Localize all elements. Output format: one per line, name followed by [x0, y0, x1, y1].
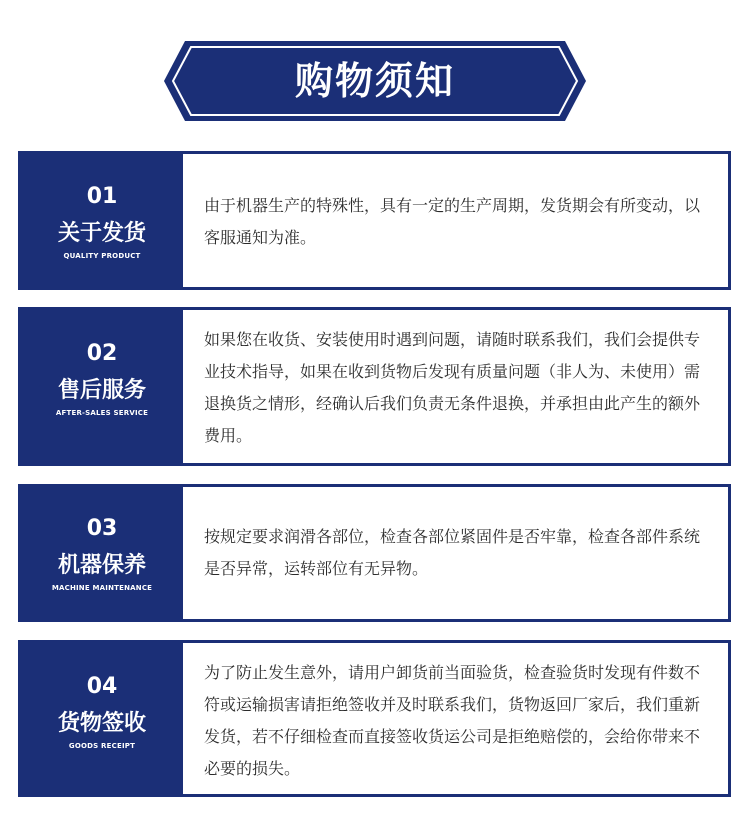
section-title: 关于发货: [57, 221, 146, 246]
section-label-panel: [21, 310, 183, 463]
section-subtitle: GOODS RECEIPT: [68, 742, 136, 750]
section-number: 02: [86, 341, 118, 366]
section-label-panel: [21, 154, 183, 287]
page-title: 购物须知: [294, 59, 455, 103]
section-title: 货物签收: [57, 711, 146, 736]
section-text: 如果您在收货、安装使用时遇到问题，请随时联系我们，我们会提供专业技术指导，如果在收到货物后发现有质量问题（非人为、未使用）需退换货之情形，经确认后我们负责无条件退换，并承担由此产生的额外费用。: [204, 330, 701, 445]
section-label-panel: [21, 487, 183, 619]
section-number: 03: [86, 516, 118, 541]
section-subtitle: QUALITY PRODUCT: [63, 252, 141, 260]
section-text: 为了防止发生意外，请用户卸货前当面验货，检查验货时发现有件数不符或运输损害请拒绝签收并及时联系我们，货物返回厂家后，我们重新发货，若不仔细检查而直接签收货运公司是拒绝赔偿的，会给你带来不必要的损失。: [204, 663, 701, 778]
section-label-panel: [21, 643, 183, 794]
section-card-receipt: [18, 640, 731, 797]
section-text: 由于机器生产的特殊性，具有一定的生产周期，发货期会有所变动，以客服通知为准。: [204, 196, 701, 247]
section-card-after-sales: [18, 307, 731, 466]
section-number: 04: [86, 674, 118, 699]
section-title: 机器保养: [57, 553, 146, 578]
section-title: 售后服务: [57, 378, 146, 403]
section-subtitle: AFTER-SALES SERVICE: [55, 409, 149, 417]
section-text: 按规定要求润滑各部位，检查各部位紧固件是否牢靠，检查各部件系统是否异常，运转部位有无异物。: [204, 527, 701, 578]
section-card-maintenance: [18, 484, 731, 622]
section-number: 01: [86, 184, 118, 209]
section-card-shipping: [18, 151, 731, 290]
section-subtitle: MACHINE MAINTENANCE: [51, 584, 153, 592]
header-banner: [163, 40, 587, 122]
